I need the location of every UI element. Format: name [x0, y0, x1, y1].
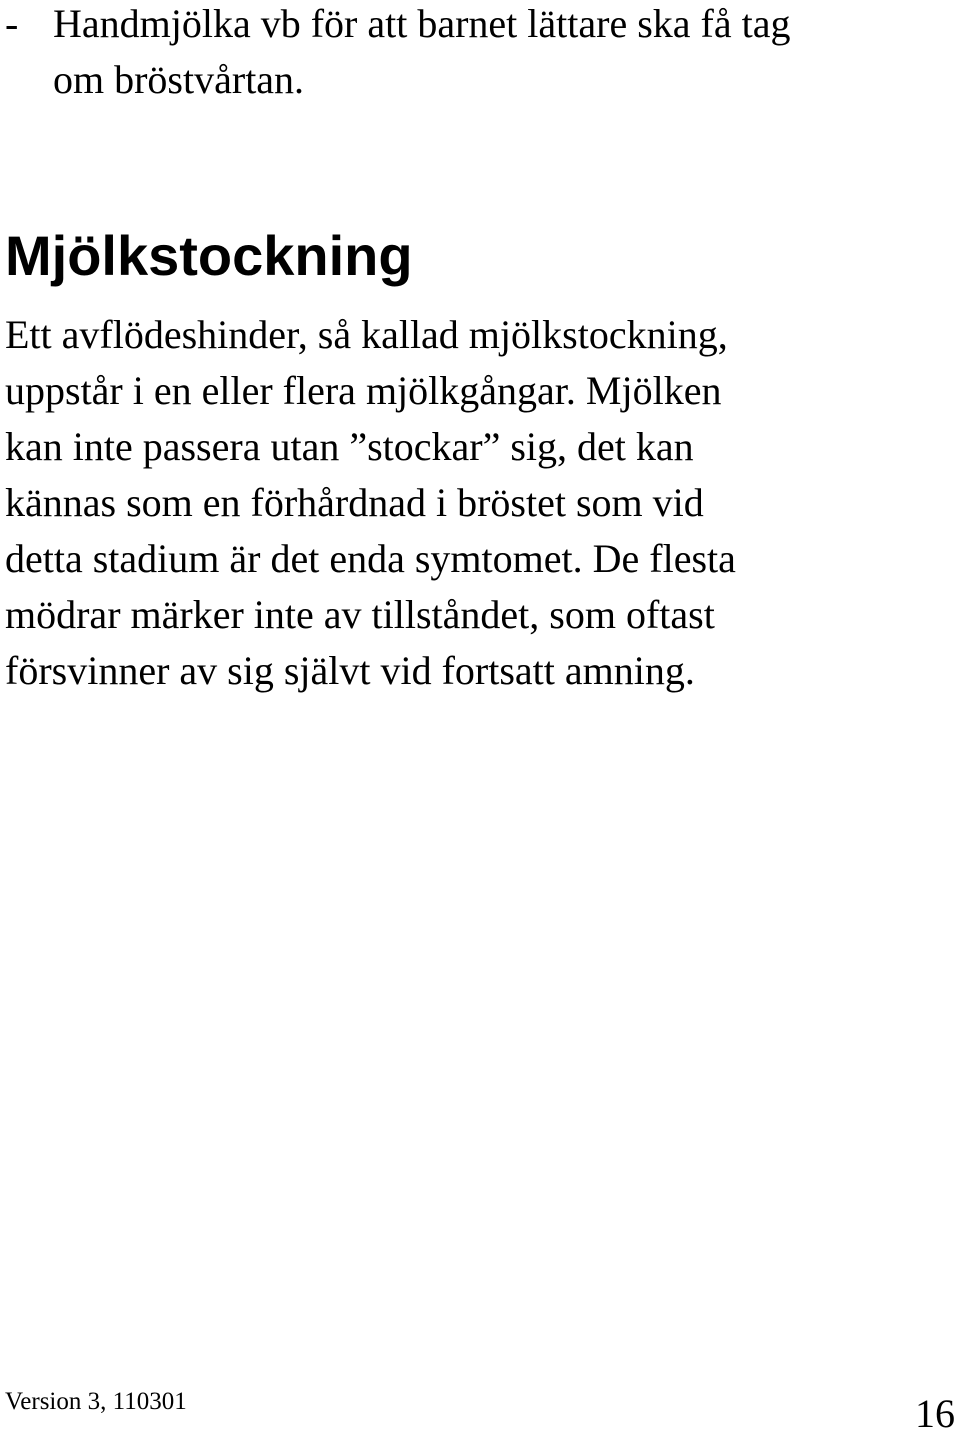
page-number: 16	[915, 1391, 955, 1436]
bullet-marker: -	[5, 1, 19, 46]
paragraph-line: kan inte passera utan ”stockar” sig, det kan	[5, 424, 694, 469]
paragraph-line: försvinner av sig självt vid fortsatt amning.	[5, 648, 695, 693]
paragraph-line: Ett avflödeshinder, så kallad mjölkstockning,	[5, 312, 728, 357]
paragraph-line: uppstår i en eller flera mjölkgångar. Mjölken	[5, 368, 722, 413]
bullet-item	[5, 1, 791, 46]
paragraph-line: mödrar märker inte av tillståndet, som oftast	[5, 592, 715, 637]
section-heading: Mjölkstockning	[5, 224, 413, 287]
paragraph-line: kännas som en förhårdnad i bröstet som vid	[5, 480, 704, 525]
bullet-text-line-1: Handmjölka vb för att barnet lättare ska få tag	[53, 1, 791, 46]
paragraph-line: detta stadium är det enda symtomet. De flesta	[5, 536, 736, 581]
footer-version: Version 3, 110301	[5, 1388, 187, 1415]
bullet-text-line-2: om bröstvårtan.	[53, 57, 305, 102]
